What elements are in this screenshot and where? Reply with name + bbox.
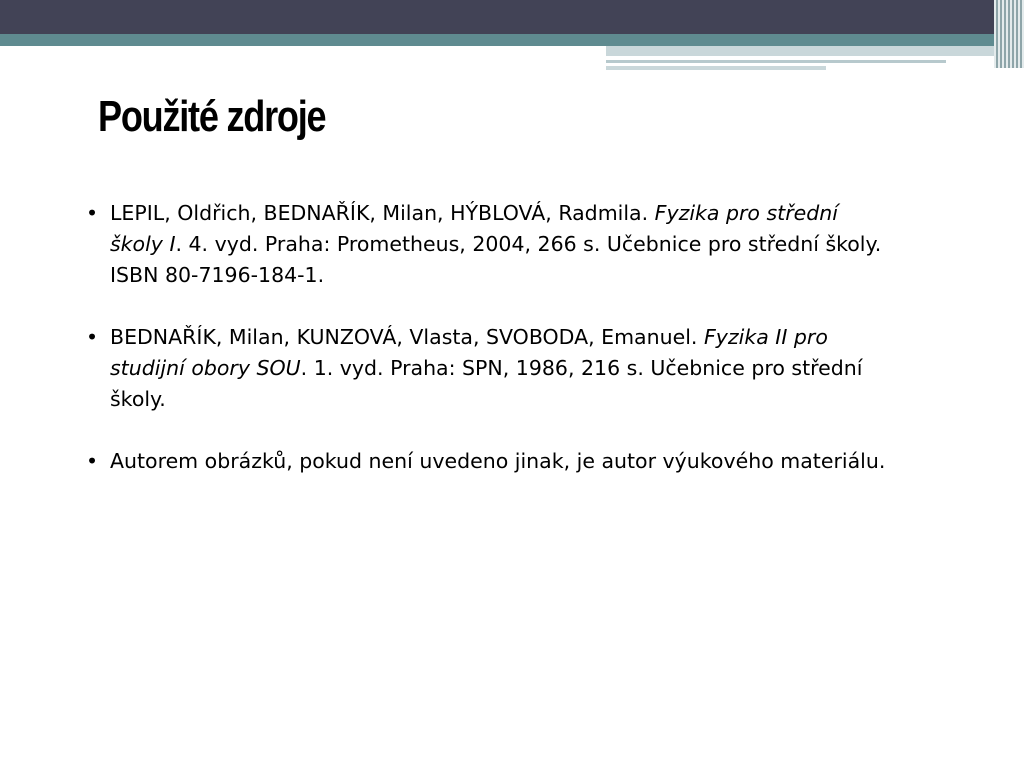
- reference-book-title: Fyzika pro střední školy I: [110, 201, 838, 256]
- reference-text: [110, 201, 881, 287]
- header-dark-band: [0, 0, 1024, 34]
- reference-item: [86, 446, 886, 477]
- header-light-band: [606, 46, 1024, 56]
- reference-book-title: Fyzika II pro studijní obory SOU: [110, 325, 828, 380]
- reference-item: [86, 322, 886, 415]
- slide-title: Použité zdroje: [98, 92, 326, 141]
- image-credit-note: Autorem obrázků, pokud není uvedeno jinak, je autor výukového materiálu.: [110, 449, 886, 473]
- reference-item: [86, 198, 886, 291]
- reference-authors: LEPIL, Oldřich, BEDNAŘÍK, Milan, HÝBLOVÁ, Radmila.: [110, 201, 655, 225]
- reference-details: . 1. vyd. Praha: SPN, 1986, 216 s. Učebnice pro střední školy.: [110, 356, 863, 411]
- header-stripes: [994, 0, 1024, 68]
- header-accent-line-short: [606, 66, 826, 70]
- reference-list: [86, 198, 886, 508]
- reference-authors: BEDNAŘÍK, Milan, KUNZOVÁ, Vlasta, SVOBODA, Emanuel.: [110, 325, 704, 349]
- bullet-icon: •: [86, 325, 99, 349]
- header-teal-band: [0, 34, 1024, 46]
- reference-text: [110, 325, 862, 411]
- reference-text: [110, 449, 885, 473]
- reference-details: . 4. vyd. Praha: Prometheus, 2004, 266 s. Učebnice pro střední školy. ISBN 80-7196-184-1.: [110, 232, 882, 287]
- bullet-icon: •: [86, 449, 99, 473]
- header-accent-line: [606, 60, 946, 63]
- bullet-icon: •: [86, 201, 99, 225]
